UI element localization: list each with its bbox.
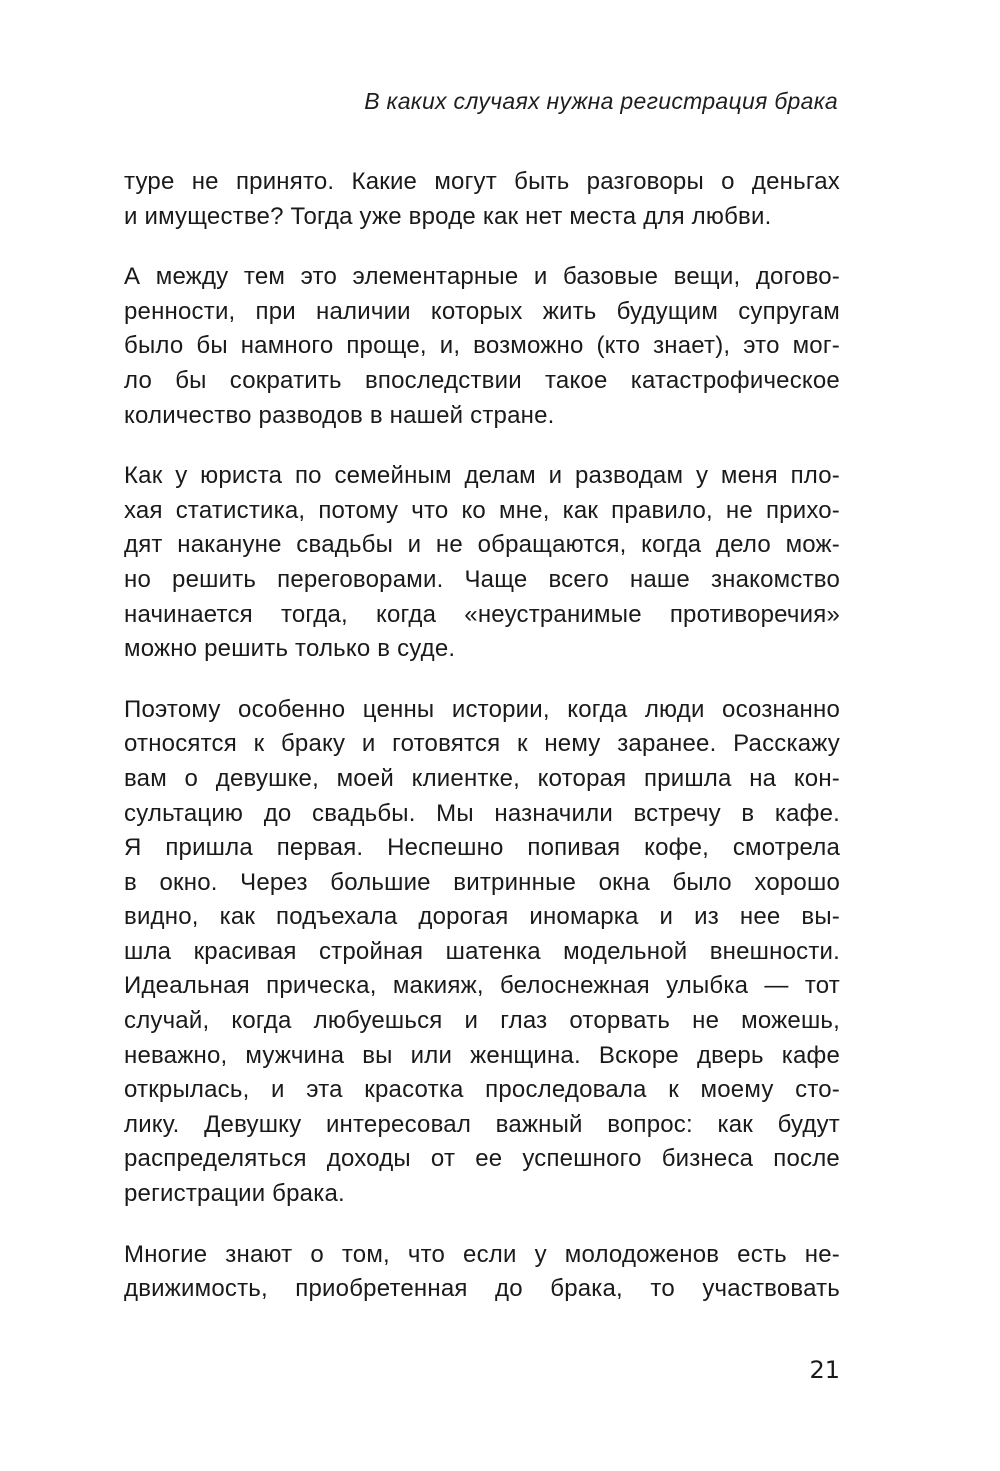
text-line: распределяться доходы от ее успешного бизнеса после [124, 1145, 840, 1173]
text-line: хая статистика, потому что ко мне, как правило, не прихо- [124, 496, 840, 524]
text-line: лику. Девушку интересовал важный вопрос: как будут [124, 1110, 840, 1138]
text-line: начинается тогда, когда «неустранимые противоречия» [124, 600, 840, 628]
text-line: количество разводов в нашей стране. [124, 401, 555, 429]
text-line: сультацию до свадьбы. Мы назначили встречу в кафе. [124, 799, 840, 827]
text-line: случай, когда любуешься и глаз оторвать не можешь, [124, 1007, 840, 1035]
text-line: ренности, при наличии которых жить будущим супругам [124, 297, 840, 325]
text-line: видно, как подъехала дорогая иномарка и из нее вы- [124, 903, 840, 931]
text-line: в окно. Через большие витринные окна было хорошо [124, 868, 840, 896]
text-line: Как у юриста по семейным делам и разводам у меня пло- [124, 462, 840, 490]
text-line: вам о девушке, моей клиентке, которая пришла на кон- [124, 764, 840, 792]
page-number: 21 [809, 1356, 840, 1384]
paragraph-1 [124, 165, 840, 234]
text-line: относятся к браку и готовятся к нему заранее. Расскажу [124, 730, 840, 758]
paragraph-4 [124, 693, 840, 1212]
text-line: ло бы сократить впоследствии такое катастрофическое [124, 366, 840, 394]
text-line: А между тем это элементарные и базовые вещи, догово- [124, 263, 840, 291]
paragraph-3 [124, 459, 840, 667]
text-line: Идеальная прическа, макияж, белоснежная улыбка — тот [124, 972, 840, 1000]
text-line: движимость, приобретенная до брака, то участвовать [124, 1275, 840, 1303]
text-line: Я пришла первая. Неспешно попивая кофе, смотрела [124, 834, 840, 862]
running-title: В каких случаях нужна регистрация брака [364, 88, 838, 114]
text-line: туре не принято. Какие могут быть разговоры о деньгах [124, 168, 840, 195]
text-line: но решить переговорами. Чаще всего наше знакомство [124, 565, 840, 593]
paragraph-5 [124, 1238, 840, 1307]
text-line: регистрации брака. [124, 1180, 345, 1208]
text-line: неважно, мужчина вы или женщина. Вскоре дверь кафе [124, 1041, 840, 1069]
text-line: было бы намного проще, и, возможно (кто знает), это мог- [124, 332, 840, 360]
text-line: можно решить только в суде. [124, 635, 456, 663]
text-line: Многие знают о том, что если у молодоженов есть не- [124, 1240, 840, 1268]
text-line: и имуществе? Тогда уже вроде как нет места для любви. [124, 202, 772, 230]
text-line: открылась, и эта красотка проследовала к моему сто- [124, 1076, 840, 1104]
body-text [124, 165, 840, 1333]
text-line: дят накануне свадьбы и не обращаются, когда дело мож- [124, 531, 840, 559]
text-line: Поэтому особенно ценны истории, когда люди осознанно [124, 695, 840, 723]
text-line: шла красивая стройная шатенка модельной внешности. [124, 937, 840, 965]
paragraph-2 [124, 260, 840, 433]
